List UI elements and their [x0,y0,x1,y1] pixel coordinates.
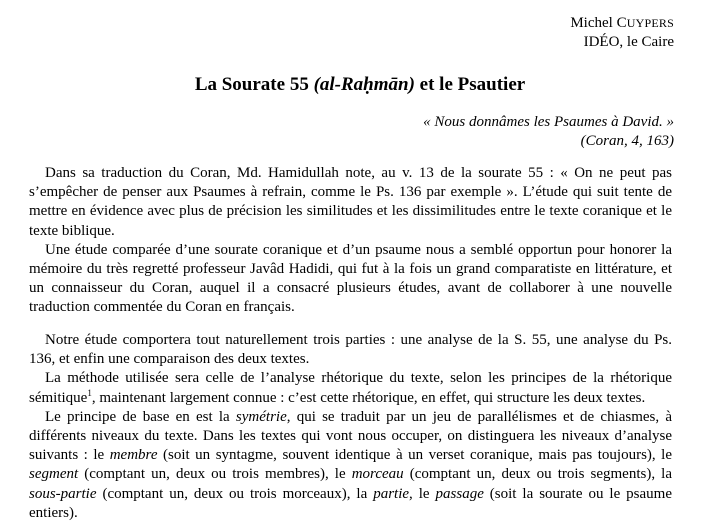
article-title: La Sourate 55 (al-Raḥmān) et le Psautier [194,74,526,95]
footnote-ref[interactable]: 1 [87,387,92,398]
epigraph-source: (Coran, 4, 163) [580,133,674,149]
epigraph [423,113,674,151]
author-last-name: CUYPERS [616,15,674,31]
paragraph-3: Notre étude comportera tout naturellement trois parties : une analyse de la S. 55, une analyse du Ps. 136, et enfin une comparaison des deux textes. [29,332,672,368]
intro-section [29,164,672,318]
author-block [570,14,674,52]
paragraph-4: La méthode utilisée sera celle de l’analyse rhétorique du texte, selon les principes de la rhétorique sémitique$^1$, maintenant largement connue : c’est cette rhétorique, en effet, qui structure les deux textes. [29,370,672,406]
author-affiliation: IDÉO, le Caire [583,34,674,50]
author-name: Michel CUYPERS [570,15,674,31]
method-section [29,331,672,523]
epigraph-quote: « Nous donnâmes les Psaumes à David. » [423,114,674,130]
paragraph-1: Dans sa traduction du Coran, Md. Hamidullah note, au v. 13 de la sourate 55 : « On ne peut pas s’empêcher de penser aux Psaumes à refrain, comme le Ps. 136 par exemple ». L’étude qui suit tente de mettre en évidence avec plus de précision les similitudes et les dissimilitudes entre le texte coranique et le texte biblique. [29,165,672,239]
paragraph-2: Une étude comparée d’une sourate coranique et d’un psaume nous a semblé opportun pour honorer la mémoire du très regretté professeur Javâd Hadidi, qui fut à la fois un grand comparatiste en littérature, et un connaisseur du Coran, auquel il a consacré plusieurs études, avant de collaborer à une nouvelle traduction commentée du Coran en français. [29,241,672,316]
paragraph-5: Le principe de base en est la symétrie, qui se traduit par un jeu de parallélismes et de chiasmes, à différents niveaux du texte. Dans les textes qui vont nous occuper, on distinguera les niveaux d’analyse suivants : le membre (soit un syntagme, souvent identique à un verset coranique, mais pas toujours), le segment (comptant un, deux ou trois membres), le morceau (comptant un, deux ou trois segments), la sous-partie (comptant un, deux ou trois morceaux), la partie, le passage (soit la sourate ou le psaume entiers). [29,408,673,521]
